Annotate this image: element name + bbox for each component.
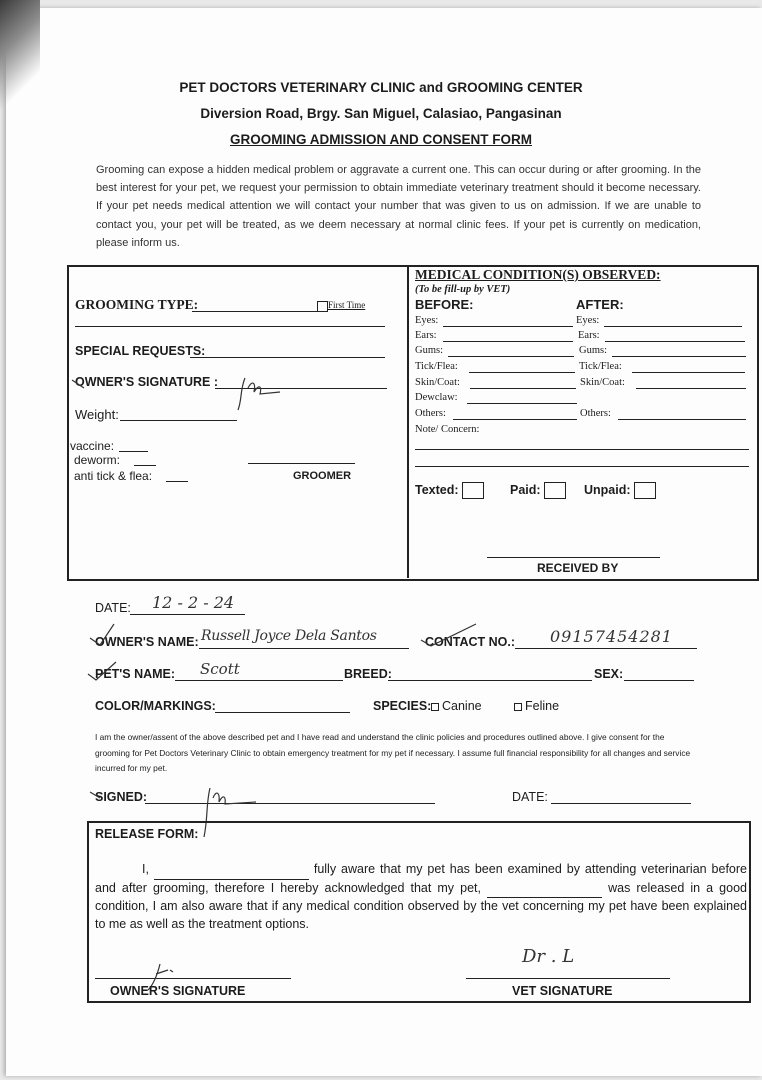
grooming-type-line-2[interactable] bbox=[75, 326, 385, 327]
vet-signature-field[interactable] bbox=[466, 978, 670, 979]
date-label: DATE: bbox=[95, 601, 131, 615]
before-skincoat: Skin/Coat: bbox=[415, 377, 460, 388]
before-eyes: Eyes: bbox=[415, 315, 439, 326]
first-time-label: First Time bbox=[328, 300, 366, 310]
after-gums: Gums: bbox=[579, 345, 608, 356]
antitick-label: anti tick & flea: bbox=[74, 469, 153, 483]
release-text-1: I, bbox=[142, 862, 149, 876]
release-title: RELEASE FORM: bbox=[95, 827, 199, 841]
before-eyes-field[interactable] bbox=[443, 326, 573, 327]
deworm-field[interactable] bbox=[134, 465, 156, 466]
note-label: Note/ Concern: bbox=[415, 424, 480, 435]
contact-field[interactable] bbox=[515, 648, 697, 649]
clinic-address: Diversion Road, Brgy. San Miguel, Calasiao, Pangasinan bbox=[200, 106, 562, 121]
texted-checkbox-row[interactable] bbox=[415, 482, 484, 499]
release-owner-signature-field[interactable] bbox=[95, 978, 291, 979]
vaccine-label: vaccine: bbox=[70, 439, 115, 453]
after-heading: AFTER: bbox=[576, 297, 624, 312]
before-others-field[interactable] bbox=[453, 419, 577, 420]
after-gums-field[interactable] bbox=[612, 356, 746, 357]
contact-label: CONTACT NO.: bbox=[425, 635, 516, 649]
after-skincoat-field[interactable] bbox=[636, 388, 746, 389]
consent-paragraph: I am the owner/assent of the above described pet and I have read and understand the clinic policies and procedures outlined above. I give consent for the grooming for Pet Doctors Veterinary Clinic to obtain emergency treatment for my pet if necessary. I assume full financial responsibility for all changes and service incurred for my pet. bbox=[95, 732, 691, 773]
after-tickflea: Tick/Flea: bbox=[579, 361, 622, 372]
canine-label: Canine bbox=[442, 699, 482, 713]
release-owner-signature-label: OWNER'S SIGNATURE bbox=[110, 984, 246, 998]
note-line-2[interactable] bbox=[415, 466, 749, 467]
clinic-name: PET DOCTORS VETERINARY CLINIC and GROOMING CENTER bbox=[179, 80, 583, 95]
paid-checkbox[interactable] bbox=[544, 482, 566, 499]
after-ears: Ears: bbox=[578, 330, 600, 341]
groomer-label: GROOMER bbox=[293, 470, 352, 482]
species-label: SPECIES: bbox=[373, 699, 432, 713]
after-ears-field[interactable] bbox=[605, 341, 745, 342]
antitick-field[interactable] bbox=[166, 481, 188, 482]
unpaid-checkbox-row[interactable] bbox=[584, 482, 656, 499]
sex-label: SEX: bbox=[594, 667, 624, 681]
color-markings-field[interactable] bbox=[215, 712, 350, 713]
before-gums: Gums: bbox=[415, 345, 444, 356]
groomer-signature-field[interactable] bbox=[248, 463, 355, 464]
medical-title: MEDICAL CONDITION(S) OBSERVED: bbox=[415, 267, 661, 282]
grooming-type-field[interactable] bbox=[192, 311, 317, 312]
before-dewclaw: Dewclaw: bbox=[415, 392, 458, 403]
before-skincoat-field[interactable] bbox=[470, 388, 576, 389]
medical-subtitle: (To be fill-up by VET) bbox=[415, 284, 511, 295]
before-others: Others: bbox=[415, 408, 446, 419]
box-divider bbox=[407, 266, 409, 578]
pet-name-field[interactable] bbox=[175, 680, 343, 681]
unpaid-checkbox[interactable] bbox=[634, 482, 656, 499]
special-requests-label: SPECIAL REQUESTS: bbox=[75, 344, 206, 358]
sex-field[interactable] bbox=[624, 680, 694, 681]
pet-name-label: PET'S NAME: bbox=[95, 667, 176, 681]
before-gums-field[interactable] bbox=[448, 356, 574, 357]
weight-field[interactable] bbox=[120, 420, 237, 421]
grooming-type-label: GROOMING TYPE: bbox=[75, 297, 199, 312]
paid-checkbox-row[interactable] bbox=[510, 482, 566, 499]
canine-checkbox[interactable] bbox=[431, 703, 439, 711]
before-heading: BEFORE: bbox=[415, 297, 474, 312]
before-tickflea-field[interactable] bbox=[469, 372, 575, 373]
vet-signature-label: VET SIGNATURE bbox=[512, 984, 613, 998]
pet-checkmark-scribble bbox=[86, 660, 126, 686]
vaccine-field[interactable] bbox=[119, 451, 148, 452]
color-markings-label: COLOR/MARKINGS: bbox=[95, 699, 216, 713]
signed-date-label: DATE: bbox=[512, 790, 548, 804]
signed-date-field[interactable] bbox=[551, 803, 691, 804]
before-ears: Ears: bbox=[415, 330, 437, 341]
first-time-checkbox[interactable] bbox=[317, 301, 328, 312]
feline-checkbox[interactable] bbox=[514, 703, 522, 711]
release-pet-field[interactable] bbox=[487, 880, 602, 899]
checkmark-scribbles bbox=[88, 620, 488, 650]
after-tickflea-field[interactable] bbox=[632, 372, 745, 373]
after-eyes-field[interactable] bbox=[604, 326, 742, 327]
received-by-label: RECEIVED BY bbox=[537, 561, 619, 575]
received-by-field[interactable] bbox=[487, 557, 660, 558]
after-others-field[interactable] bbox=[618, 419, 746, 420]
intro-paragraph: Grooming can expose a hidden medical problem or aggravate a current one. This can occur during or after grooming. In the best interest for your pet, we request your permission to obtain immediate veterinary treatment should it become necessary. If your pet needs medical attention we will contact your number that was given to us on admission. If we are unable to contact you, your pet will be treated, as we deem necessary at normal clinic fees. If your pet is currently on medication, please inform us. bbox=[96, 164, 701, 249]
owner-signature-label: OWNER'S SIGNATURE : bbox=[75, 375, 219, 389]
after-others: Others: bbox=[580, 408, 611, 419]
date-field[interactable] bbox=[130, 614, 245, 615]
scan-shadow bbox=[0, 0, 40, 120]
after-skincoat: Skin/Coat: bbox=[580, 377, 625, 388]
feline-label: Feline bbox=[525, 699, 560, 713]
texted-label: Texted: bbox=[415, 482, 459, 497]
deworm-label: deworm: bbox=[74, 453, 121, 467]
owner-name-label: OWNER'S NAME: bbox=[95, 635, 199, 649]
texted-checkbox[interactable] bbox=[462, 482, 484, 499]
after-eyes: Eyes: bbox=[576, 315, 600, 326]
release-paragraph bbox=[95, 861, 747, 933]
note-line-1[interactable] bbox=[415, 449, 749, 450]
contact-value: 09157454281 bbox=[550, 627, 673, 646]
before-ears-field[interactable] bbox=[443, 341, 573, 342]
release-text-3: was released in a good condition, I am also aware that if any medical condition observed by the vet concerning my pet have been explained to me as well as the treatment options. bbox=[95, 880, 747, 931]
paid-label: Paid: bbox=[510, 482, 541, 497]
date-value: 12 - 2 - 24 bbox=[152, 593, 235, 612]
form-title: GROOMING ADMISSION AND CONSENT FORM bbox=[230, 132, 532, 147]
weight-label: Weight: bbox=[75, 407, 119, 422]
vet-handwriting: Dr . L bbox=[522, 946, 575, 967]
special-requests-field[interactable] bbox=[190, 357, 385, 358]
breed-field[interactable] bbox=[388, 680, 592, 681]
release-text-2: fully aware that my pet has been examined by attending veterinarian before and after grooming, therefore I hereby acknowledged that my pet, bbox=[95, 862, 747, 895]
release-owner-field[interactable] bbox=[154, 861, 309, 880]
before-tickflea: Tick/Flea: bbox=[415, 361, 458, 372]
pet-name-value: Scott bbox=[200, 660, 240, 678]
breed-label: BREED: bbox=[344, 667, 392, 681]
before-dewclaw-field[interactable] bbox=[467, 403, 577, 404]
owner-name-value: Russell Joyce Dela Santos bbox=[201, 628, 377, 644]
signed-label: SIGNED: bbox=[95, 790, 148, 804]
unpaid-label: Unpaid: bbox=[584, 482, 631, 497]
